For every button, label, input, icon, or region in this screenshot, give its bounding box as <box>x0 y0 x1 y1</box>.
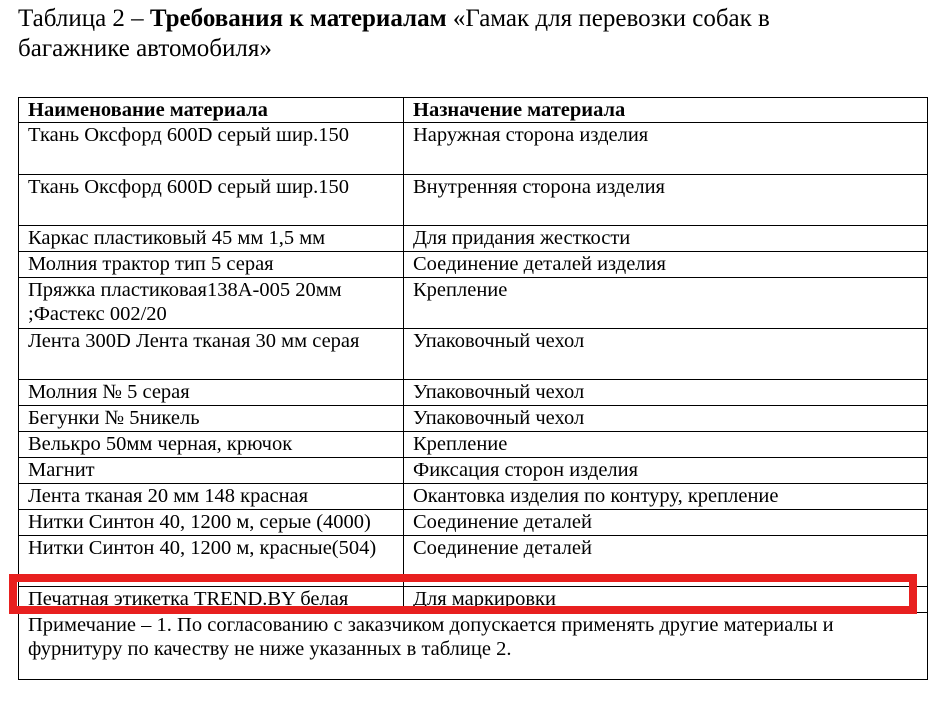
materials-table <box>18 97 928 680</box>
material-purpose: Наружная сторона изделия <box>404 123 928 175</box>
material-name-text: Нитки Синтон 40, 1200 м, красные(504) <box>28 537 377 559</box>
table-row <box>19 226 928 252</box>
table-row <box>19 484 928 510</box>
table-row <box>19 406 928 432</box>
material-purpose: Соединение деталей <box>404 536 928 587</box>
table-row <box>19 510 928 536</box>
header-material-name: Наименование материала <box>19 98 404 123</box>
material-purpose: Для придания жесткости <box>404 226 928 252</box>
caption-prefix: Таблица 2 – <box>18 5 150 32</box>
table-row <box>19 123 928 175</box>
table-note-row <box>19 613 928 680</box>
table-row <box>19 278 928 329</box>
material-name: Пряжка пластиковая138А-005 20мм ;Фастекс 002/20 <box>19 278 404 329</box>
material-name: Каркас пластиковый 45 мм 1,5 мм <box>19 226 404 252</box>
material-purpose: Соединение деталей изделия <box>404 252 928 278</box>
material-purpose: Крепление <box>404 432 928 458</box>
table-row <box>19 380 928 406</box>
material-purpose: Для маркировки <box>404 587 928 613</box>
material-name: Молния трактор тип 5 серая <box>19 252 404 278</box>
table-caption <box>18 4 818 64</box>
caption-bold: Требования к материалам <box>149 5 447 32</box>
material-purpose: Упаковочный чехол <box>404 406 928 432</box>
table-row <box>19 329 928 380</box>
material-purpose: Фиксация сторон изделия <box>404 458 928 484</box>
material-purpose: Упаковочный чехол <box>404 380 928 406</box>
material-purpose: Соединение деталей <box>404 510 928 536</box>
material-name: Магнит <box>19 458 404 484</box>
material-name: Ткань Оксфорд 600D серый шир.150 <box>19 123 404 175</box>
header-material-purpose: Назначение материала <box>404 98 928 123</box>
table-row <box>19 458 928 484</box>
table-header-row <box>19 98 928 123</box>
material-name: Лента тканая 20 мм 148 красная <box>19 484 404 510</box>
table-note-text: Примечание – 1. По согласованию с заказчиком допускается применять другие материалы и фурнитуру по качеству не ниже указанных в таблице 2. <box>28 614 834 660</box>
table-note <box>19 613 928 680</box>
material-name: Печатная этикетка TREND.BY белая <box>19 587 404 613</box>
table-row-highlighted <box>19 587 928 613</box>
material-purpose: Упаковочный чехол <box>404 329 928 380</box>
material-name: Лента 300D Лента тканая 30 мм серая <box>19 329 404 380</box>
material-name: Нитки Синтон 40, 1200 м, серые (4000) <box>19 510 404 536</box>
material-name: Бегунки № 5никель <box>19 406 404 432</box>
caption-suffix: «Гамак для перевозки собак в багажнике автомобиля» <box>18 5 770 62</box>
material-purpose: Внутренняя сторона изделия <box>404 175 928 226</box>
material-name: Велькро 50мм черная, крючок <box>19 432 404 458</box>
material-purpose: Окантовка изделия по контуру, крепление <box>404 484 928 510</box>
material-name: Молния № 5 серая <box>19 380 404 406</box>
table-row <box>19 432 928 458</box>
material-name <box>19 536 404 587</box>
material-name: Ткань Оксфорд 600D серый шир.150 <box>19 175 404 226</box>
table-row <box>19 175 928 226</box>
table-row <box>19 536 928 587</box>
table-row <box>19 252 928 278</box>
material-purpose: Крепление <box>404 278 928 329</box>
